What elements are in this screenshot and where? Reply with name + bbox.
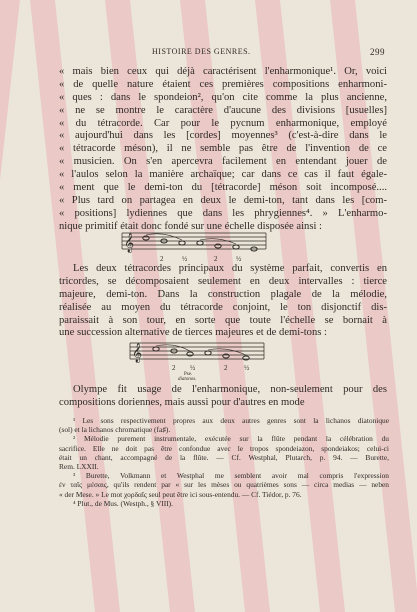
page-number: 299	[370, 47, 385, 57]
text-line: compositions doriennes, mais aussi pour d'autres en mode	[59, 396, 305, 408]
text-line: nique primitif était donc fondé sur une échelle disposée ainsi :	[59, 220, 323, 232]
interval-label: ½	[190, 364, 196, 372]
interval-label: ½	[236, 255, 242, 263]
interval-label: ½	[244, 364, 250, 372]
interval-label: 2	[224, 364, 228, 372]
text-line: Olympe fit usage de l'enharmonique, non-seulement pour des	[73, 384, 387, 395]
text-line: « positions] lydiennes que dans les phrygiennes⁴. » L'enharmo-	[59, 207, 387, 219]
music-staff-1	[120, 230, 270, 266]
text-line: paraissait à son tour, en sorte que toute l'échelle se bornait à	[59, 314, 387, 326]
text-line: « ment que le demi-ton du [tétracorde] méson soit incomposé....	[59, 182, 387, 194]
footnote-line: (sol) et la lichanos chromatique (fa♯).	[59, 425, 171, 435]
music-staff-2	[128, 340, 268, 382]
music-note	[243, 356, 249, 360]
text-line: « ne se montre le caractère d'aucune des divisions [usuelles]	[59, 104, 387, 116]
text-line: « aujourd'hui dans les [cordes] moyennes³ (c'est-à-dire dans le	[59, 130, 387, 142]
text-line: « musicien. On s'en apercevra facilement en entendant jouer de	[59, 156, 387, 168]
footnote-line: ἐν ταῖς μέσαις, qu'ils rendent par « sur les mèses ou quatrièmes sons — circa medias — neben	[59, 480, 389, 490]
text-line: Les deux tétracordes principaux du système parfait, convertis en	[73, 263, 387, 274]
music-note	[215, 244, 221, 248]
footnote-line: ⁴ Plut., de Mus. (Westph., § VIII).	[73, 498, 173, 508]
music-note	[143, 236, 149, 240]
paragraph-three	[59, 384, 387, 410]
footnote-line: ³ Burette, Volkmann et Westphal me semblent avoir mal compris l'expression	[73, 471, 389, 481]
music-note	[233, 245, 239, 249]
running-title: HISTOIRE DES GENRES.	[152, 47, 251, 56]
text-line: majeure, demi-ton. Dans la construction plagale de la mélodie,	[59, 288, 387, 300]
staff-annotation: Pse.	[184, 372, 193, 377]
music-note	[205, 351, 211, 355]
text-line: « ques : dans le spondeion², qu'on cite comme la plus ancienne,	[59, 91, 387, 103]
paragraph-quote	[59, 66, 387, 234]
text-line: réalisée au moyen du tétracorde conjoint, le ton disjonctif dis-	[59, 301, 387, 313]
footnotes	[59, 416, 389, 508]
running-header	[60, 47, 385, 61]
music-note	[179, 241, 185, 245]
footnote-line: était un chant, accompagné de la flûte. — Cf. Westphal, Plutarch, p. 94. — Burette,	[59, 452, 389, 462]
interval-label: 2	[172, 364, 176, 372]
footnote-line: ¹ Les sons respectivement propres aux deux autres genres sont la lichanos diatonique	[73, 416, 389, 425]
text-line: « tétracorde méson), il ne semble pas être de l'invention de ce	[59, 143, 387, 155]
text-line: « du tétracorde. Car pour le pycnum enharmonique, employé	[59, 117, 387, 129]
text-line: « l'aulos selon la manière archaïque; car dans ce cas il faut égale-	[59, 169, 387, 181]
music-note	[187, 352, 193, 356]
paragraph-two	[59, 263, 387, 340]
footnote-line: sacrifice. Elle ne doit pas être confondue avec le tropos spondeiazon, spondeiakos; celui-ci	[59, 443, 389, 453]
music-note	[153, 347, 159, 351]
treble-clef-icon: 𝄞	[124, 233, 135, 253]
interval-label: ½	[182, 255, 188, 263]
text-line: « mais bien ceux qui déjà caractérisent l'enharmonique¹. Or, voici	[59, 66, 387, 77]
treble-clef-icon: 𝄞	[132, 343, 143, 363]
interval-label: 2	[160, 255, 164, 263]
footnote-line: « der Mese. » Le mot χορδαῖς seul peut être ici sous-entendu. — Cf. Tiédor, p. 76.	[59, 489, 302, 499]
text-line: une succession alternative de tierces majeures et de demi-tons :	[59, 327, 327, 339]
footnote-line: ² Mélodie purement instrumentale, exécutée sur la flûte pendant la célébration du	[73, 434, 389, 444]
text-line: « de quelle nature étaient ces premières compositions enharmoni-	[59, 78, 387, 90]
music-note	[223, 354, 229, 358]
staff-annotation: diatonos.	[178, 377, 197, 382]
music-note	[197, 241, 203, 245]
footnote-line: Rem. LXXII.	[59, 461, 99, 471]
interval-label: 2	[214, 255, 218, 263]
text-line: « Plus tard on partagea en deux le demi-ton, tant dans les [com-	[59, 194, 387, 206]
text-line: tricordes, se décomposaient seulement en deux intervalles : tierce	[59, 275, 387, 287]
